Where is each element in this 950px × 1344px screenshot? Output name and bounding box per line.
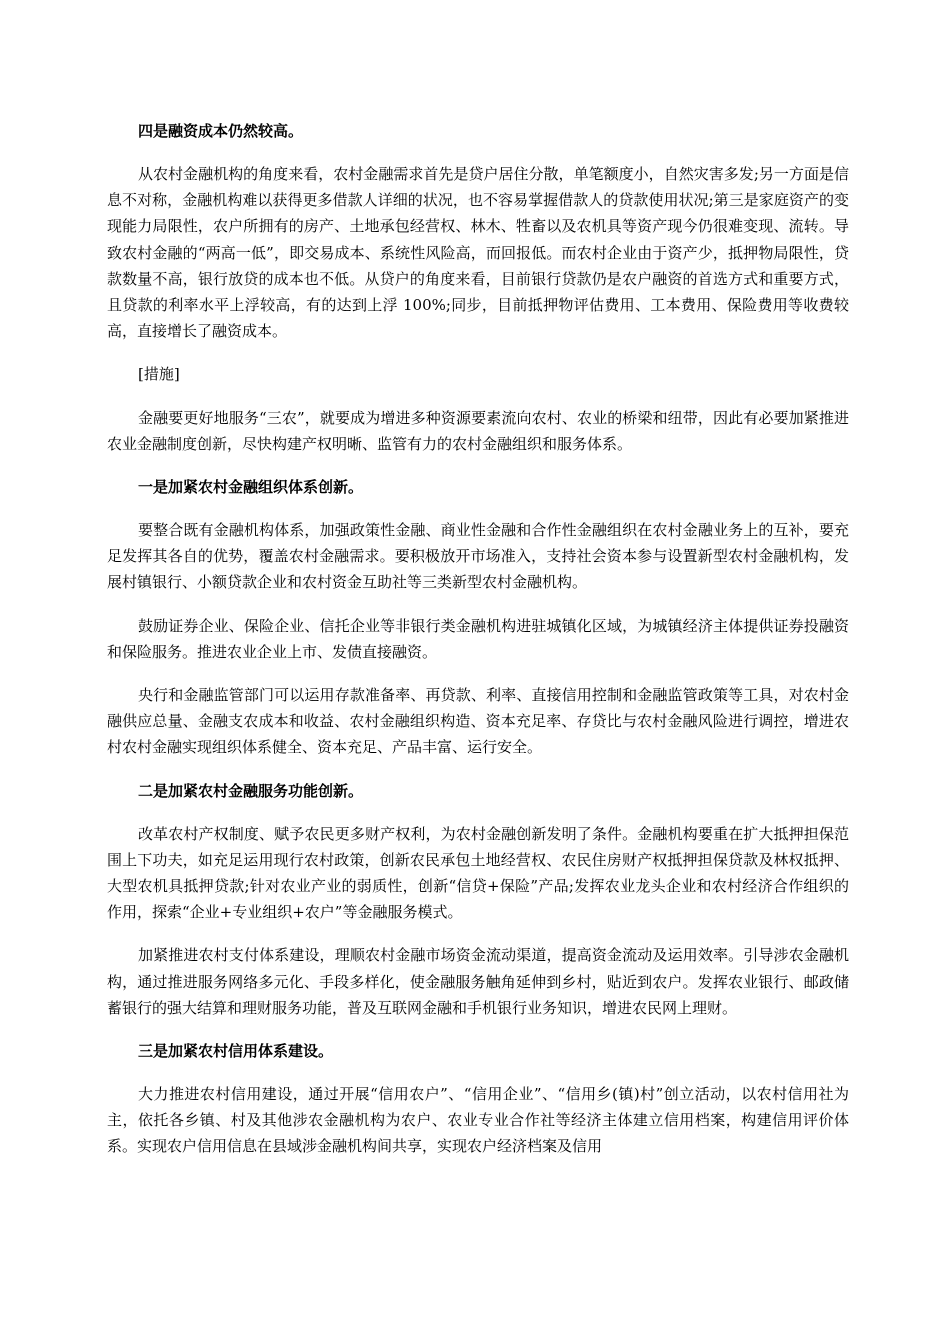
paragraph: 金融要更好地服务“三农”，就要成为增进多种资源要素流向农村、农业的桥梁和纽带，因此有必要加紧推进农业金融制度创新，尽快构建产权明晰、监管有力的农村金融组织和服务体系。 (107, 408, 849, 453)
measures-label: [措施] (138, 365, 180, 384)
section-heading: 三是加紧农村信用体系建设。 (138, 1042, 334, 1061)
paragraph: 加紧推进农村支付体系建设，理顺农村金融市场资金流动渠道，提高资金流动及运用效率。引导涉农金融机构，通过推进服务网络多元化、手段多样化，使金融服务触角延伸到乡村，贴近到农户。发挥农业银行、邮政储蓄银行的强大结算和理财服务功能，普及互联网金融和手机银行业务知识，增进农民网上理财。 (107, 946, 849, 1017)
paragraph: 大力推进农村信用建设，通过开展“信用农户”、“信用企业”、“信用乡(镇)村”创立活动，以农村信用社为主，依托各乡镇、村及其他涉农金融机构为农户、农业专业合作社等经济主体建立信用档案，构建信用评价体系。实现农户信用信息在县域涉金融机构间共享，实现农户经济档案及信用 (107, 1085, 849, 1156)
document-body (107, 118, 849, 1177)
paragraph: 改革农村产权制度、赋予农民更多财产权利，为农村金融创新发明了条件。金融机构要重在扩大抵押担保范围上下功夫，如充足运用现行农村政策，创新农民承包土地经营权、农民住房财产权抵押担保贷款及林权抵押、大型农机具抵押贷款;针对农业产业的弱质性，创新“信贷+保险”产品;发挥农业龙头企业和农村经济合作组织的作用，探索“企业+专业组织+农户”等金融服务模式。 (107, 824, 849, 922)
paragraph: 从农村金融机构的角度来看，农村金融需求首先是贷户居住分散，单笔额度小，自然灾害多发;另一方面是信息不对称，金融机构难以获得更多借款人详细的状况，也不容易掌握借款人的贷款使用状况;第三是家庭资产的变现能力局限性，农户所拥有的房产、土地承包经营权、林木、牲畜以及农机具等资产现今仍很难变现、流转。导致农村金融的“两高一低”，即交易成本、系统性风险高，而回报低。而农村企业由于资产少，抵押物局限性，贷款数量不高，银行放贷的成本也不低。从贷户的角度来看，目前银行贷款仍是农户融资的首选方式和重要方式，且贷款的利率水平上浮较高，有的达到上浮 100%;同步，目前抵押物评估费用、工本费用、保险费用等收费较高，直接增长了融资成本。 (107, 165, 849, 341)
paragraph: 鼓励证券企业、保险企业、信托企业等非银行类金融机构进驻城镇化区域，为城镇经济主体提供证券投融资和保险服务。推进农业企业上市、发债直接融资。 (107, 616, 849, 661)
section-heading: 四是融资成本仍然较高。 (138, 122, 304, 140)
paragraph: 要整合既有金融机构体系，加强政策性金融、商业性金融和合作性金融组织在农村金融业务上的互补，要充足发挥其各自的优势，覆盖农村金融需求。要积极放开市场准入，支持社会资本参与设置新型农村金融机构，发展村镇银行、小额贷款企业和农村资金互助社等三类新型农村金融机构。 (107, 521, 849, 592)
section-heading: 一是加紧农村金融组织体系创新。 (138, 478, 364, 497)
paragraph: 央行和金融监管部门可以运用存款准备率、再贷款、利率、直接信用控制和金融监管政策等工具，对农村金融供应总量、金融支农成本和收益、农村金融组织构造、资本充足率、存贷比与农村金融风险进行调控，增进农村农村金融实现组织体系健全、资本充足、产品丰富、运行安全。 (107, 686, 849, 757)
section-heading: 二是加紧农村金融服务功能创新。 (138, 781, 364, 800)
